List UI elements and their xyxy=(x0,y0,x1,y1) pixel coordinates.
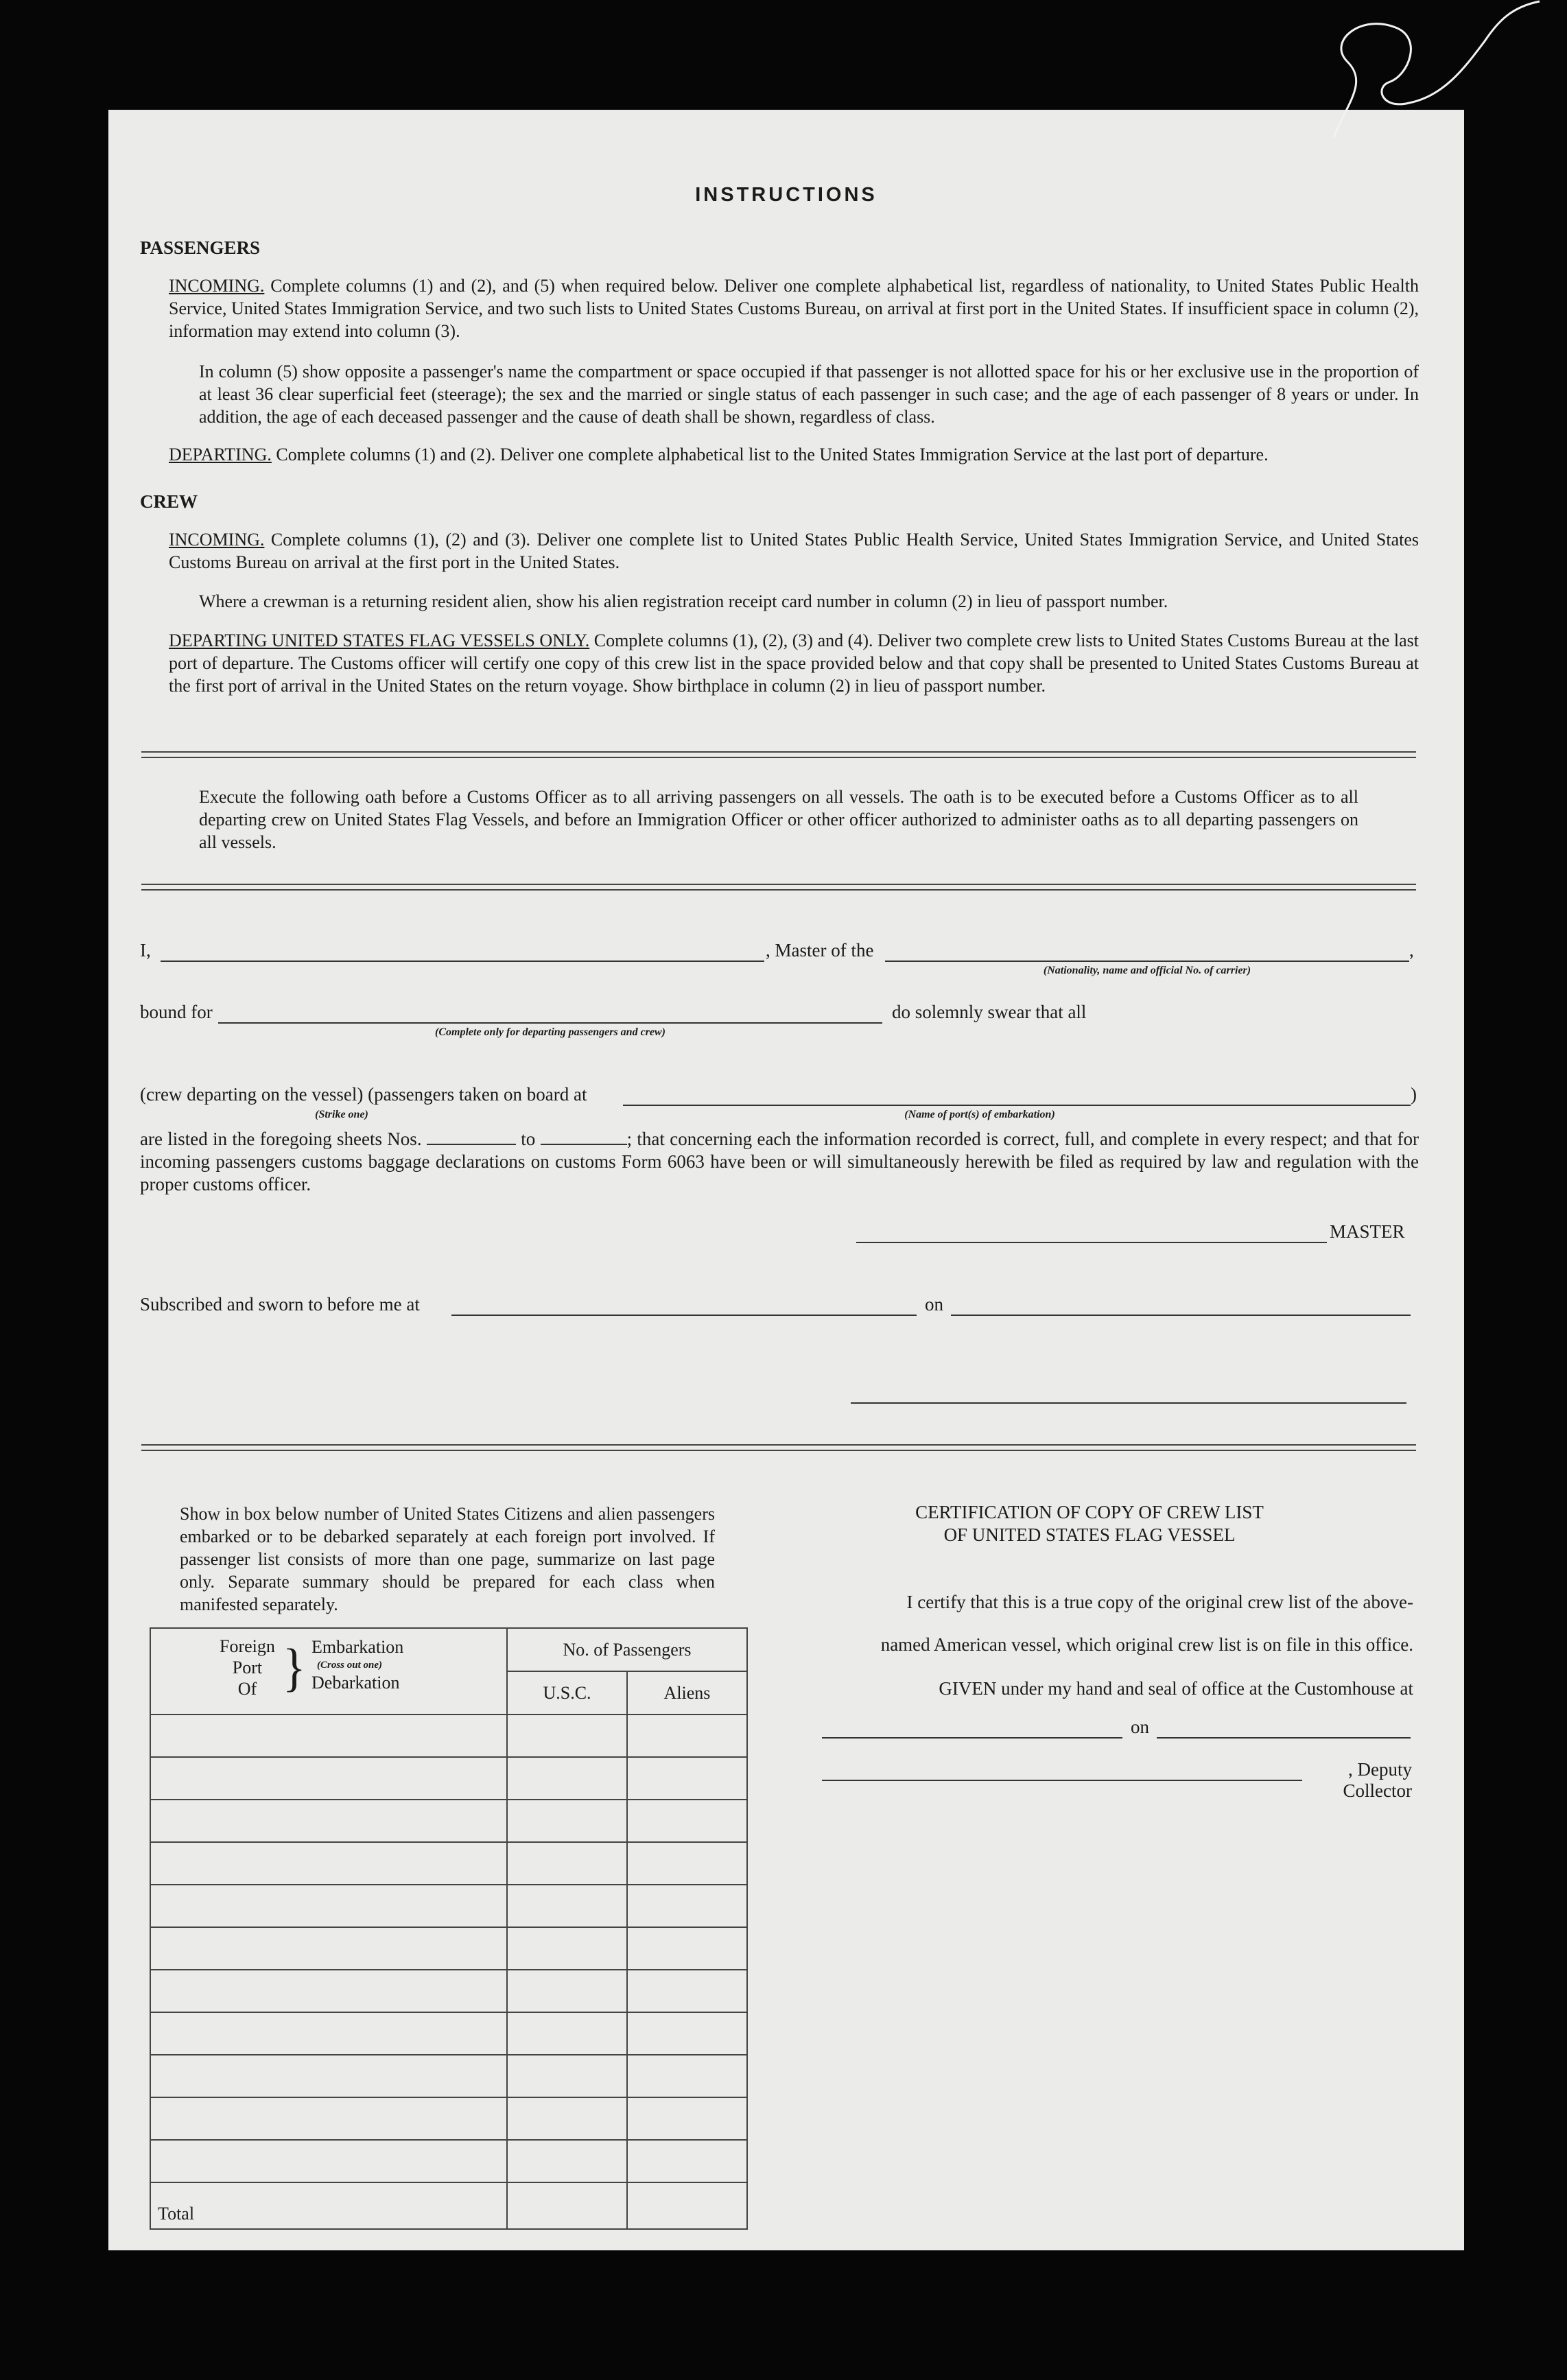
brace-glyph: } xyxy=(283,1639,306,1697)
aliens-cell[interactable] xyxy=(627,1757,747,1800)
passengers-departing xyxy=(169,443,1419,466)
port-cell[interactable] xyxy=(150,1757,507,1800)
customhouse-field[interactable] xyxy=(822,1737,1122,1739)
master-label: MASTER xyxy=(1330,1221,1405,1242)
aliens-cell[interactable] xyxy=(627,1970,747,2012)
oath-master-of: , Master of the xyxy=(766,940,874,961)
crew-departing-label: DEPARTING UNITED STATES FLAG VESSELS ONLY. xyxy=(169,631,590,650)
certification-title-2: OF UNITED STATES FLAG VESSEL xyxy=(943,1524,1236,1545)
subscribed-label: Subscribed and sworn to before me at xyxy=(140,1294,420,1315)
crew-resident-text: Where a crewman is a returning resident alien, show his alien registration receipt card number in column (2) in lieu of passport number. xyxy=(199,591,1168,611)
passengers-heading: PASSENGERS xyxy=(140,237,261,258)
deputy-collector-field[interactable] xyxy=(822,1780,1302,1781)
oath-listed-a: are listed in the foregoing sheets Nos. xyxy=(140,1129,422,1149)
usc-cell[interactable] xyxy=(507,2097,627,2140)
aliens-header: Aliens xyxy=(627,1671,747,1715)
passengers-incoming xyxy=(169,274,1419,342)
aliens-cell[interactable] xyxy=(627,1927,747,1970)
port-label: Port xyxy=(232,1658,263,1677)
total-label: Total xyxy=(158,2204,195,2224)
oath-listed-c: and that for incoming passengers customs baggage declarations on customs Form 6063 have been or will simultaneously herewith be filed as required by law and regulation with the proper customs officer. xyxy=(140,1129,1419,1194)
aliens-cell[interactable] xyxy=(627,2012,747,2055)
port-cell[interactable] xyxy=(150,2012,507,2055)
oath-close-paren: ) xyxy=(1411,1084,1417,1105)
master-signature-field[interactable] xyxy=(856,1242,1327,1243)
aliens-cell[interactable] xyxy=(627,1842,747,1885)
usc-cell[interactable] xyxy=(507,1885,627,1927)
port-header-cell xyxy=(150,1628,507,1715)
oath-listed-to: to xyxy=(521,1129,536,1149)
aliens-cell[interactable] xyxy=(627,2097,747,2140)
oath-swear: do solemnly swear that all xyxy=(892,1002,1087,1022)
aliens-cell[interactable] xyxy=(627,1800,747,1842)
oath-bound-for: bound for xyxy=(140,1002,213,1022)
oath-instruction: Execute the following oath before a Customs Officer as to all arriving passengers on all vessels. The oath is to be executed before a Customs Officer as to all departing crew on United States Flag Vessels, and before an Immigration Officer or other officer authorized to administer oaths as to all departing passengers on all vessels. xyxy=(199,787,1358,852)
certification-title-1: CERTIFICATION OF COPY OF CREW LIST xyxy=(915,1502,1264,1522)
oath-listed-b: ; that concerning each the information recorded is correct, full, and complete in every respect; xyxy=(626,1129,1328,1149)
port-cell[interactable] xyxy=(150,2055,507,2097)
instructions-heading: INSTRUCTIONS xyxy=(695,184,877,206)
usc-cell[interactable] xyxy=(507,1842,627,1885)
aliens-total-cell[interactable] xyxy=(627,2182,747,2229)
carrier-field[interactable] xyxy=(885,961,1409,962)
double-rule-1 xyxy=(141,751,1416,758)
usc-cell[interactable] xyxy=(507,1927,627,1970)
double-rule-2 xyxy=(141,884,1416,891)
certification-date-field[interactable] xyxy=(1157,1737,1411,1739)
sworn-place-field[interactable] xyxy=(451,1315,917,1316)
oath-i-label: I, xyxy=(140,940,151,961)
port-hint: (Name of port(s) of embarkation) xyxy=(904,1109,1055,1120)
port-cell[interactable] xyxy=(150,1970,507,2012)
embarkation-port-field[interactable] xyxy=(623,1105,1411,1106)
crew-departing xyxy=(169,629,1419,697)
oath-crew-passengers: (crew departing on the vessel) (passengers taken on board at xyxy=(140,1084,587,1105)
foreign-label: Foreign xyxy=(220,1636,275,1656)
port-cell[interactable] xyxy=(150,1927,507,1970)
certification-given: GIVEN under my hand and seal of office at the Customhouse at xyxy=(939,1678,1413,1699)
usc-cell[interactable] xyxy=(507,1970,627,2012)
usc-cell[interactable] xyxy=(507,1715,627,1757)
usc-cell[interactable] xyxy=(507,1800,627,1842)
hair-artifact-icon xyxy=(1306,0,1553,192)
carrier-hint: (Nationality, name and official No. of carrier) xyxy=(1043,965,1251,976)
deputy-collector-label: , Deputy Collector xyxy=(1343,1759,1412,1801)
passengers-departing-text: Complete columns (1) and (2). Deliver one complete alphabetical list to the United States Immigration Service at the last port of departure. xyxy=(276,445,1269,464)
port-cell[interactable] xyxy=(150,1800,507,1842)
of-label: Of xyxy=(237,1679,257,1699)
crew-incoming-text: Complete columns (1), (2) and (3). Deliver one complete list to United States Public Health Service, United States Immigration Service, and United States Customs Bureau on arrival at the first port in the United States. xyxy=(169,530,1419,572)
embarkation-label: Embarkation xyxy=(311,1637,404,1657)
oath-listed xyxy=(140,1128,1419,1196)
oath-trail-comma: , xyxy=(1409,940,1414,961)
usc-cell[interactable] xyxy=(507,2055,627,2097)
aliens-cell[interactable] xyxy=(627,1715,747,1757)
crew-incoming-label: INCOMING. xyxy=(169,530,265,550)
officer-signature-field[interactable] xyxy=(851,1402,1406,1404)
aliens-cell[interactable] xyxy=(627,2140,747,2182)
crew-incoming xyxy=(169,528,1419,574)
ports-summary-table xyxy=(150,1627,748,2230)
strike-one-hint: (Strike one) xyxy=(315,1109,368,1120)
sworn-date-field[interactable] xyxy=(951,1315,1411,1316)
port-cell[interactable] xyxy=(150,2097,507,2140)
passengers-incoming-text: Complete columns (1) and (2), and (5) when required below. Deliver one complete alphabetical list, regardless of nationality, to United States Public Health Service, United States Immigration Service, and two such lists to United States Customs Bureau, on arrival at first port in the United States. If insufficient space in column (2), information may extend into column (3). xyxy=(169,276,1419,341)
bound-for-hint: (Complete only for departing passengers and crew) xyxy=(435,1026,665,1038)
usc-header: U.S.C. xyxy=(507,1671,627,1715)
certification-text-1: I certify that this is a true copy of the original crew list of the above- xyxy=(906,1592,1413,1612)
total-label-cell xyxy=(150,2182,507,2229)
bound-for-field[interactable] xyxy=(218,1022,882,1024)
subscribed-on: on xyxy=(925,1294,943,1315)
crew-heading: CREW xyxy=(140,491,198,512)
aliens-cell[interactable] xyxy=(627,1885,747,1927)
master-name-field[interactable] xyxy=(161,961,764,962)
usc-total-cell[interactable] xyxy=(507,2182,627,2229)
sheet-to-field[interactable] xyxy=(541,1130,627,1145)
certification-text-2: named American vessel, which original crew list is on file in this office. xyxy=(880,1634,1413,1655)
usc-cell[interactable] xyxy=(507,1757,627,1800)
summary-instruction: Show in box below number of United States Citizens and alien passengers embarked or to be debarked separately at each foreign port involved. If passenger list consists of more than one page, summarize on last page only. Separate summary should be prepared for each class when manifested separately. xyxy=(180,1504,715,1614)
port-cell[interactable] xyxy=(150,1715,507,1757)
usc-cell[interactable] xyxy=(507,2140,627,2182)
sheet-from-field[interactable] xyxy=(427,1130,516,1145)
passengers-column5-text: In column (5) show opposite a passenger's name the compartment or space occupied if that passenger is not allotted space for his or her exclusive use in the proportion of at least 36 clear superficial feet (steerage); the sex and the married or single status of each passenger in such case; and the age of each passenger of 8 years or under. In addition, the age of each deceased passenger and the cause of death shall be shown, regardless of class. xyxy=(199,362,1419,427)
no-passengers-header: No. of Passengers xyxy=(507,1628,747,1671)
certification-on: on xyxy=(1131,1717,1149,1737)
double-rule-3 xyxy=(141,1444,1416,1451)
cross-out-hint: (Cross out one) xyxy=(317,1660,383,1671)
debarkation-label: Debarkation xyxy=(311,1673,400,1693)
passengers-incoming-label: INCOMING. xyxy=(169,276,265,296)
port-cell[interactable] xyxy=(150,1842,507,1885)
passengers-departing-label: DEPARTING. xyxy=(169,445,272,464)
port-cell[interactable] xyxy=(150,2140,507,2182)
crew-departing-text: Complete columns (1), (2), (3) and (4). Deliver two complete crew lists to United States Customs Bureau at the last port of departure. The Customs officer will certify one copy of this crew list in the space provided below and that copy shall be presented to United States Customs Bureau at the first port of arrival in the United States on the return voyage. Show birthplace in column (2) in lieu of passport number. xyxy=(169,631,1419,696)
port-cell[interactable] xyxy=(150,1885,507,1927)
usc-cell[interactable] xyxy=(507,2012,627,2055)
form-page xyxy=(108,110,1464,2250)
aliens-cell[interactable] xyxy=(627,2055,747,2097)
